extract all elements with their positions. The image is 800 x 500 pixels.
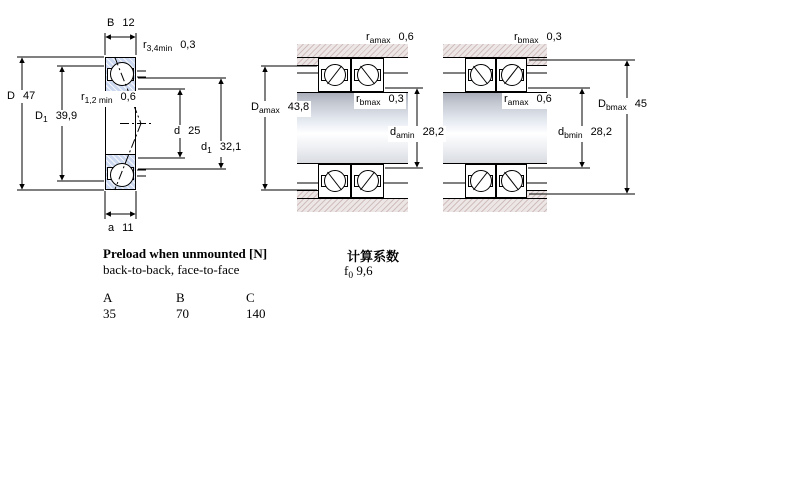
ball (357, 170, 379, 192)
preload-column-c: C (246, 290, 255, 305)
dim-label-D: D 47 (7, 90, 36, 102)
housing-band-bottom (297, 198, 408, 212)
dim-label-width-B: B 12 (107, 17, 135, 29)
ball (324, 170, 346, 192)
bearing-section (351, 164, 384, 198)
bearing-section (351, 58, 384, 92)
ball (110, 62, 134, 86)
bearing-section (318, 164, 351, 198)
dim-label-r12min: $r_{1,2 min}$ 0,6 (81, 91, 136, 105)
preload-subtitle: back-to-back, face-to-face (103, 262, 240, 277)
dim-label-d1: $d_1$ 32,1 (201, 141, 242, 155)
ball (470, 64, 492, 86)
calculation-factor-title: 计算系数 (347, 249, 400, 264)
dim-label-r34min: $r_{3,4min}$ 0,3 (143, 39, 196, 53)
preload-value-b: 70 (176, 306, 189, 321)
dim-label-d: d 25 (174, 125, 201, 137)
housing-band-bottom (443, 198, 547, 212)
dim-label-Dbmax: $D_{bmax}$ 45 (598, 98, 647, 112)
ball (357, 64, 379, 86)
ball (501, 64, 523, 86)
housing-shoulder (297, 58, 318, 66)
bearing-section (318, 58, 351, 92)
preload-title: Preload when unmounted [N] (103, 246, 268, 261)
dim-label-Damax: $D_{amax}$ 43,8 (251, 101, 310, 115)
ball (501, 170, 523, 192)
housing-shoulder (297, 190, 318, 198)
preload-column-b: B (176, 290, 185, 305)
ball (110, 163, 134, 187)
dim-label-damin: $d_{amin}$ 28,2 (390, 126, 444, 140)
single-bearing-figure (105, 57, 136, 190)
dim-label-D1: $D_1$ 39,9 (35, 110, 78, 124)
dim-label-dbmin: $d_{bmin}$ 28,2 (558, 126, 612, 140)
housing-shoulder (527, 190, 547, 198)
dim-label-rbmax-right: $r_{bmax}$ 0,3 (514, 31, 562, 45)
bearing-section (496, 164, 527, 198)
dim-label-ramax-right: $r_{amax}$ 0,6 (504, 93, 552, 107)
preload-column-a: A (103, 290, 113, 305)
dim-label-a: a 11 (108, 222, 134, 234)
dim-label-rbmax-mid: $r_{bmax}$ 0,3 (356, 93, 404, 107)
ball (470, 170, 492, 192)
calculation-factor-f0: $f_0$ 9,6 (344, 263, 373, 281)
bearing-section (496, 58, 527, 92)
preload-value-c: 140 (246, 306, 266, 321)
bearing-section (465, 164, 496, 198)
housing-shoulder (527, 58, 547, 66)
bearing-section (465, 58, 496, 92)
preload-value-a: 35 (103, 306, 116, 321)
ball (324, 64, 346, 86)
dim-label-ramax-mid: $r_{amax}$ 0,6 (366, 31, 414, 45)
